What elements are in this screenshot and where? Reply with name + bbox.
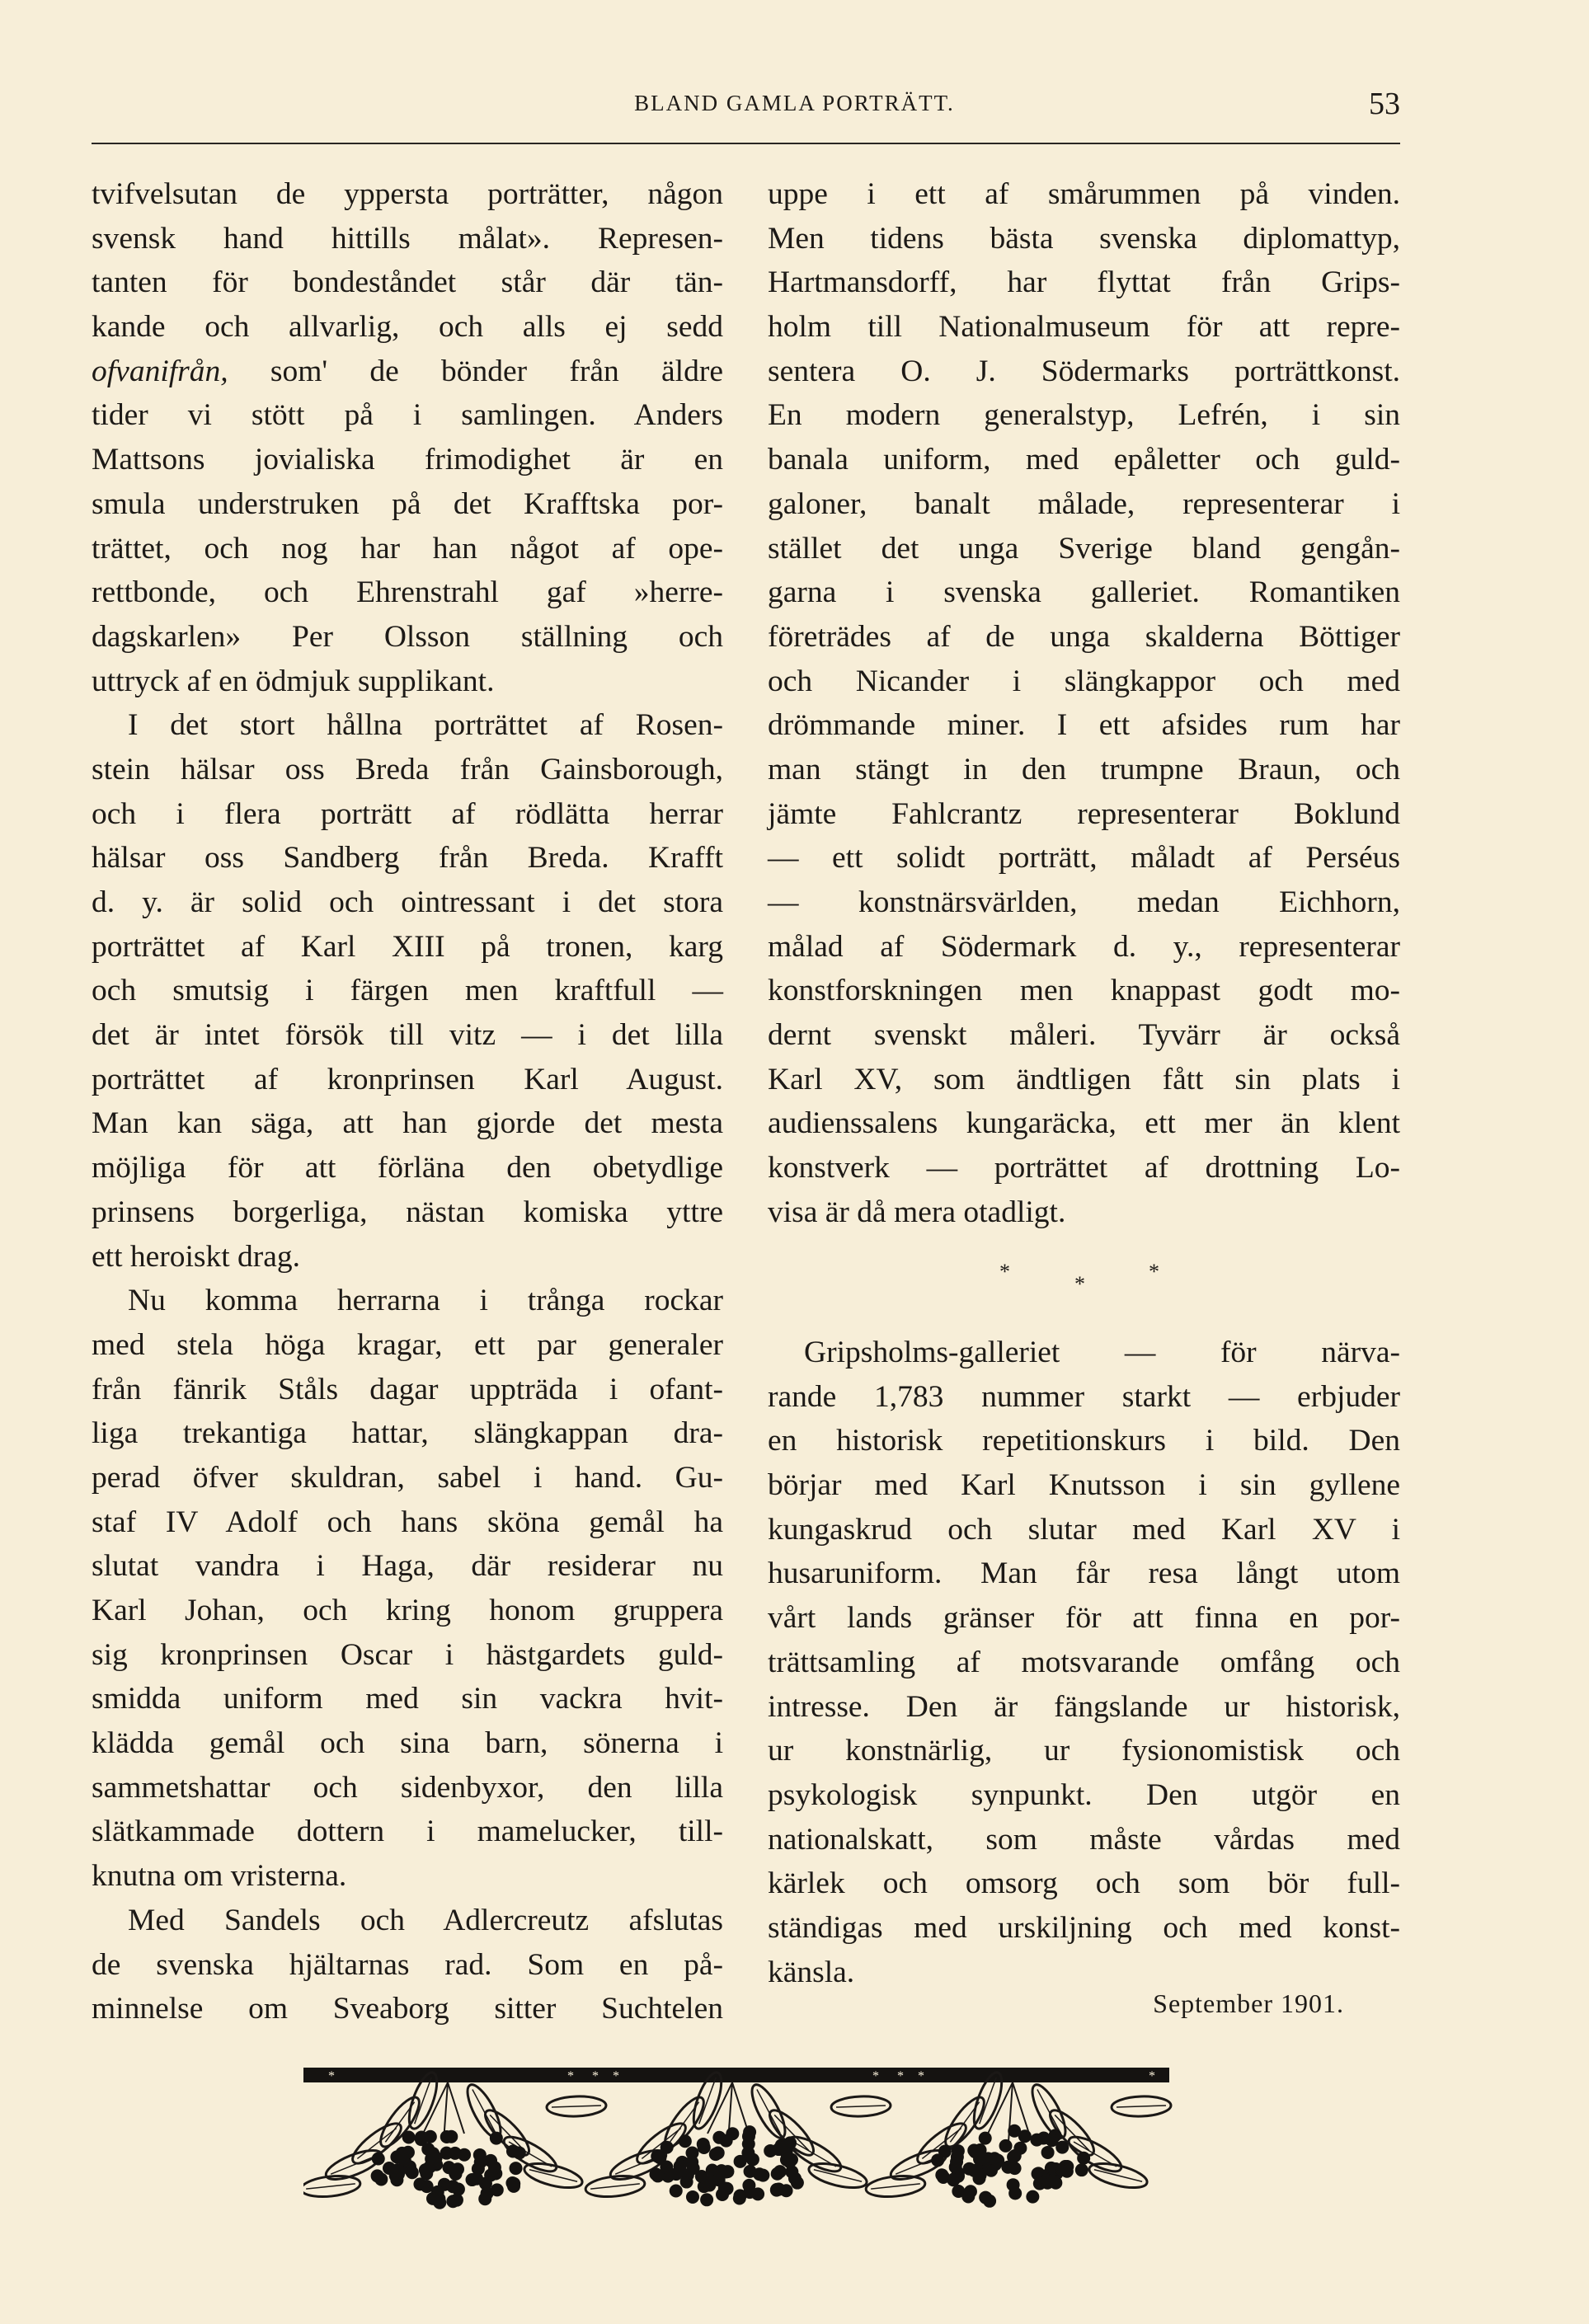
star-icon: * [918, 2069, 924, 2083]
text-line: smula understruken på det Krafftska por- [92, 486, 723, 521]
text-line: nationalskatt, som måste vårdas med [768, 1822, 1400, 1857]
text-line: uppe i ett af smårummen på vinden. [768, 177, 1400, 211]
text-line: drömmande miner. I ett afsides rum har [768, 708, 1400, 743]
text-line: liga trekantiga hattar, slängkappan dra- [92, 1416, 723, 1451]
berry-icon [396, 2147, 409, 2160]
berry-icon [510, 2162, 523, 2175]
header-rule [92, 143, 1400, 144]
text-line: ett heroiskt drag. [92, 1239, 301, 1274]
text-line: smidda uniform med sin vackra hvit- [92, 1682, 723, 1716]
text-line: porträttet af kronprinsen Karl August. [92, 1062, 723, 1096]
text-line: kungaskrud och slutar med Karl XV i [768, 1512, 1400, 1547]
text-line: hälsar oss Sandberg från Breda. Krafft [92, 841, 723, 876]
berry-icon [685, 2156, 698, 2169]
text-line: Hartmansdorff, har flyttat från Grips- [768, 265, 1400, 300]
berry-icon [751, 2187, 764, 2200]
berry-icon [1048, 2175, 1061, 2188]
text-line: rettbonde, och Ehrenstrahl gaf »herre- [92, 575, 723, 610]
text-line: slätkammade dottern i mamelucker, till- [92, 1815, 723, 1849]
berry-icon [712, 2146, 725, 2159]
text-line: banala uniform, med epåletter och guld- [768, 443, 1400, 477]
berry-icon [491, 2183, 504, 2196]
text-line: Karl Johan, och kring honom gruppera [92, 1594, 723, 1627]
text-line: Karl XV, som ändtligen fått sin plats i [768, 1062, 1400, 1096]
berry-icon [788, 2171, 802, 2185]
text-line: Men tidens bästa svenska diplomattyp, [768, 221, 1400, 256]
text-line: dagskarlen» Per Olsson ställning och [92, 619, 723, 654]
text-line: kärlek och omsorg och som bör full- [768, 1866, 1400, 1901]
text-line: perad öfver skuldran, sabel i hand. Gu- [92, 1460, 723, 1495]
berry-icon [431, 2185, 444, 2199]
berry-icon [420, 2167, 433, 2180]
berry-icon [680, 2176, 693, 2189]
text-line: prinsens borgerliga, nästan komiska yttre [92, 1195, 723, 1229]
berry-icon [734, 2155, 747, 2168]
text-line: — ett solidt porträtt, måladt af Perséus [768, 841, 1400, 876]
star-icon: * [897, 2069, 904, 2083]
star-icon: * [1149, 2069, 1155, 2083]
text-line: möjliga för att förläna den obetydlige [92, 1151, 723, 1185]
berry-icon [742, 2129, 755, 2143]
text-span: som' de bönder från äldre [228, 354, 723, 388]
text-line: husaruniform. Man får resa långt utom [768, 1556, 1400, 1591]
text-line: slutat vandra i Haga, där residerar nu [92, 1549, 723, 1584]
berry-icon [1060, 2165, 1074, 2178]
text-line: Mattsons jovialiska frimodighet är en [92, 443, 723, 477]
berry-icon [952, 2144, 965, 2157]
text-line: en historisk repetitionskurs i bild. Den [768, 1424, 1400, 1458]
berry-icon [770, 2183, 783, 2196]
text-line: sammetshattar och sidenbyxor, den lilla [92, 1770, 723, 1805]
text-line: audienssalens kungaräcka, ett mer än klent [768, 1106, 1400, 1141]
berry-icon [1008, 2149, 1022, 2162]
text-line: och i flera porträtt af rödlätta herrar [92, 796, 723, 831]
berry-icon [720, 2134, 733, 2148]
berry-icon [371, 2169, 384, 2182]
text-line: och Nicander i slängkappor och med [768, 664, 1400, 698]
right-column-bottom [768, 1331, 1400, 1994]
berry-icon [1077, 2152, 1090, 2165]
leaf-vein [836, 2106, 886, 2107]
text-line: börjar med Karl Knutsson i sin gyllene [768, 1468, 1400, 1503]
berry-icon [679, 2134, 692, 2148]
text-line: det är intet försök till vitz — i det lilla [92, 1018, 723, 1053]
italic-word: ofvanifrån, [92, 354, 228, 388]
text-line: — konstnärsvärlden, medan Eichhorn, [768, 885, 1400, 919]
berry-icon [964, 2185, 977, 2198]
text-line: Nu komma herrarna i trånga rockar [128, 1284, 723, 1318]
berry-icon [999, 2139, 1013, 2153]
leaf-vein [1117, 2106, 1166, 2107]
text-line: Gripsholms-galleriet — för närva- [804, 1336, 1400, 1369]
berry-icon [1008, 2162, 1022, 2175]
berry-icon [404, 2163, 417, 2176]
berry-icon [698, 2141, 711, 2154]
text-line: d. y. är solid och ointressant i det stora [92, 885, 723, 919]
text-line: minnelse om Sveaborg sitter Suchtelen [92, 1992, 723, 2026]
section-asterisk: * [1149, 1260, 1159, 1284]
berry-icon [700, 2193, 713, 2206]
berry-icon [490, 2132, 503, 2145]
leaf-vein [871, 2184, 920, 2189]
berry-icon [450, 2194, 463, 2207]
leaf-vein [552, 2106, 601, 2107]
text-line: I det stort hållna porträttet af Rosen- [128, 708, 723, 743]
text-line: staf IV Adolf och hans sköna gemål ha [92, 1505, 723, 1539]
berry-icon [979, 2132, 992, 2145]
text-line: visa är då mera otadligt. [768, 1195, 1066, 1229]
text-line: de svenska hjältarnas rad. Som en på- [92, 1947, 723, 1982]
text-line: företrädes af de unga skalderna Böttiger [768, 619, 1400, 654]
text-line: stein hälsar oss Breda från Gainsborough, [92, 752, 723, 786]
dateline: September 1901. [1153, 1988, 1344, 2018]
berry-icon [670, 2184, 683, 2197]
text-line: galoner, banalt målade, representerar i [768, 486, 1400, 521]
text-line: garna i svenska galleriet. Romantiken [768, 575, 1400, 610]
berry-icon [442, 2161, 455, 2174]
berry-icon [670, 2167, 683, 2181]
text-line: man stängt in den trumpne Braun, och [768, 752, 1400, 786]
text-line: En modern generalstyp, Lefrén, i sin [768, 398, 1400, 433]
berry-icon [981, 2152, 994, 2165]
berry-icon [446, 2180, 459, 2193]
berry-icon [507, 2180, 520, 2193]
text-line: uttryck af en ödmjuk supplikant. [92, 664, 495, 698]
text-line: ständigas med urskiljning och med konst- [768, 1910, 1400, 1945]
text-line: vårt lands gränser för att finna en por- [768, 1601, 1400, 1636]
text-line [92, 350, 723, 394]
berry-icon [449, 2147, 462, 2160]
text-line: stället det unga Sverige bland gengån- [768, 531, 1400, 566]
text-line: ur konstnärlig, ur fysionomistisk och [768, 1734, 1400, 1768]
berry-icon [1026, 2190, 1039, 2204]
text-line: tvifvelsutan de yppersta porträtter, någon [92, 177, 723, 211]
leaf-vein [590, 2184, 640, 2189]
berry-icon [973, 2171, 986, 2185]
berry-icon [967, 2143, 980, 2157]
berry-icon [1055, 2141, 1069, 2154]
text-line: känsla. [768, 1955, 855, 1989]
berry-icon [773, 2165, 787, 2178]
berry-icon [703, 2179, 716, 2192]
star-icon: * [328, 2069, 335, 2083]
text-line: och smutsig i färgen men kraftfull — [92, 974, 723, 1008]
rowan-berry-ornament [303, 2051, 1173, 2224]
berry-icon [1041, 2146, 1055, 2159]
leaf-vein [415, 2078, 432, 2124]
text-line: psykologisk synpunkt. Den utgör en [768, 1777, 1400, 1812]
berry-icon [391, 2163, 404, 2176]
text-line: kande och allvarlig, och alls ej sedd [92, 310, 723, 345]
text-line: intresse. Den är fängslande ur historisk, [768, 1689, 1400, 1724]
text-line: rande 1,783 nummer starkt — erbjuder [768, 1379, 1400, 1414]
text-line: tider vi stött på i samlingen. Anders [92, 398, 723, 433]
text-line: knutna om vristerna. [92, 1859, 347, 1894]
text-line: svensk hand hittills målat». Represen- [92, 221, 723, 256]
text-line: Med Sandels och Adlercreutz afslutas [128, 1903, 723, 1937]
berry-icon [935, 2168, 948, 2181]
berry-icon [979, 2191, 992, 2204]
text-line: sig kronprinsen Oscar i hästgardets guld- [92, 1637, 723, 1672]
section-asterisk: * [999, 1260, 1010, 1284]
berry-icon [1030, 2134, 1043, 2147]
text-line: konstforskningen men knappast godt mo- [768, 974, 1400, 1008]
star-icon: * [613, 2069, 619, 2083]
berry-icon [1075, 2163, 1088, 2176]
berry-icon [947, 2173, 960, 2186]
berry-icon [931, 2153, 944, 2167]
leaf-vein [980, 2078, 997, 2124]
text-line: Man kan säga, att han gjorde det mesta [92, 1106, 723, 1141]
text-line: klädda gemål och sina barn, sönerna i [92, 1726, 723, 1761]
berry-icon [716, 2188, 729, 2201]
right-column-top [768, 172, 1400, 1235]
text-line: konstverk — porträttet af drottning Lo- [768, 1151, 1400, 1185]
berry-icon [372, 2153, 385, 2166]
berry-icon [402, 2131, 416, 2144]
text-line: från fänrik Ståls dagar uppträda i ofant- [92, 1372, 723, 1406]
berry-icon [661, 2141, 674, 2154]
star-icon: * [872, 2069, 879, 2083]
running-head: BLAND GAMLA PORTRÄTT. [634, 91, 955, 115]
berry-icon [785, 2153, 798, 2167]
berry-icon [440, 2130, 454, 2143]
text-line: sentera O. J. Södermarks porträttkonst. [768, 354, 1400, 388]
berry-icon [472, 2162, 485, 2176]
section-asterisk: * [1074, 1272, 1085, 1296]
text-line: dernt svenskt måleri. Tyvärr är också [768, 1018, 1400, 1053]
star-icon: * [592, 2069, 599, 2083]
text-line: porträttet af Karl XIII på tronen, karg [92, 929, 723, 964]
berry-icon [1008, 2186, 1022, 2200]
text-line: jämte Fahlcrantz representerar Boklund [768, 796, 1400, 831]
text-line: trättsamling af motsvarande omfång och [768, 1645, 1400, 1679]
page-number: 53 [1369, 87, 1400, 121]
berry-icon [733, 2189, 746, 2202]
star-icon: * [567, 2069, 574, 2083]
berry-icon [1018, 2129, 1032, 2143]
text-line: med stela höga kragar, ett par generaler [92, 1327, 723, 1362]
left-column [92, 172, 723, 2031]
berry-icon [484, 2169, 497, 2182]
text-line: holm till Nationalmuseum för att repre- [768, 310, 1400, 345]
berry-icon [756, 2169, 769, 2182]
leaf-vein [306, 2184, 355, 2189]
text-line: tanten för bondeståndet står där tän- [92, 265, 723, 300]
text-line: målad af Södermark d. y., representerar [768, 929, 1400, 964]
berry-icon [686, 2190, 699, 2204]
berry-icon [425, 2153, 438, 2166]
leaf-vein [699, 2078, 717, 2124]
text-line: trättet, och nog har han något af ope- [92, 531, 723, 566]
berry-icon [649, 2167, 662, 2181]
berry-icon [746, 2153, 759, 2166]
berry-icon [424, 2130, 437, 2143]
berry-icon [506, 2144, 519, 2157]
ornament-bar [303, 2068, 1169, 2082]
berry-icon [473, 2148, 487, 2162]
